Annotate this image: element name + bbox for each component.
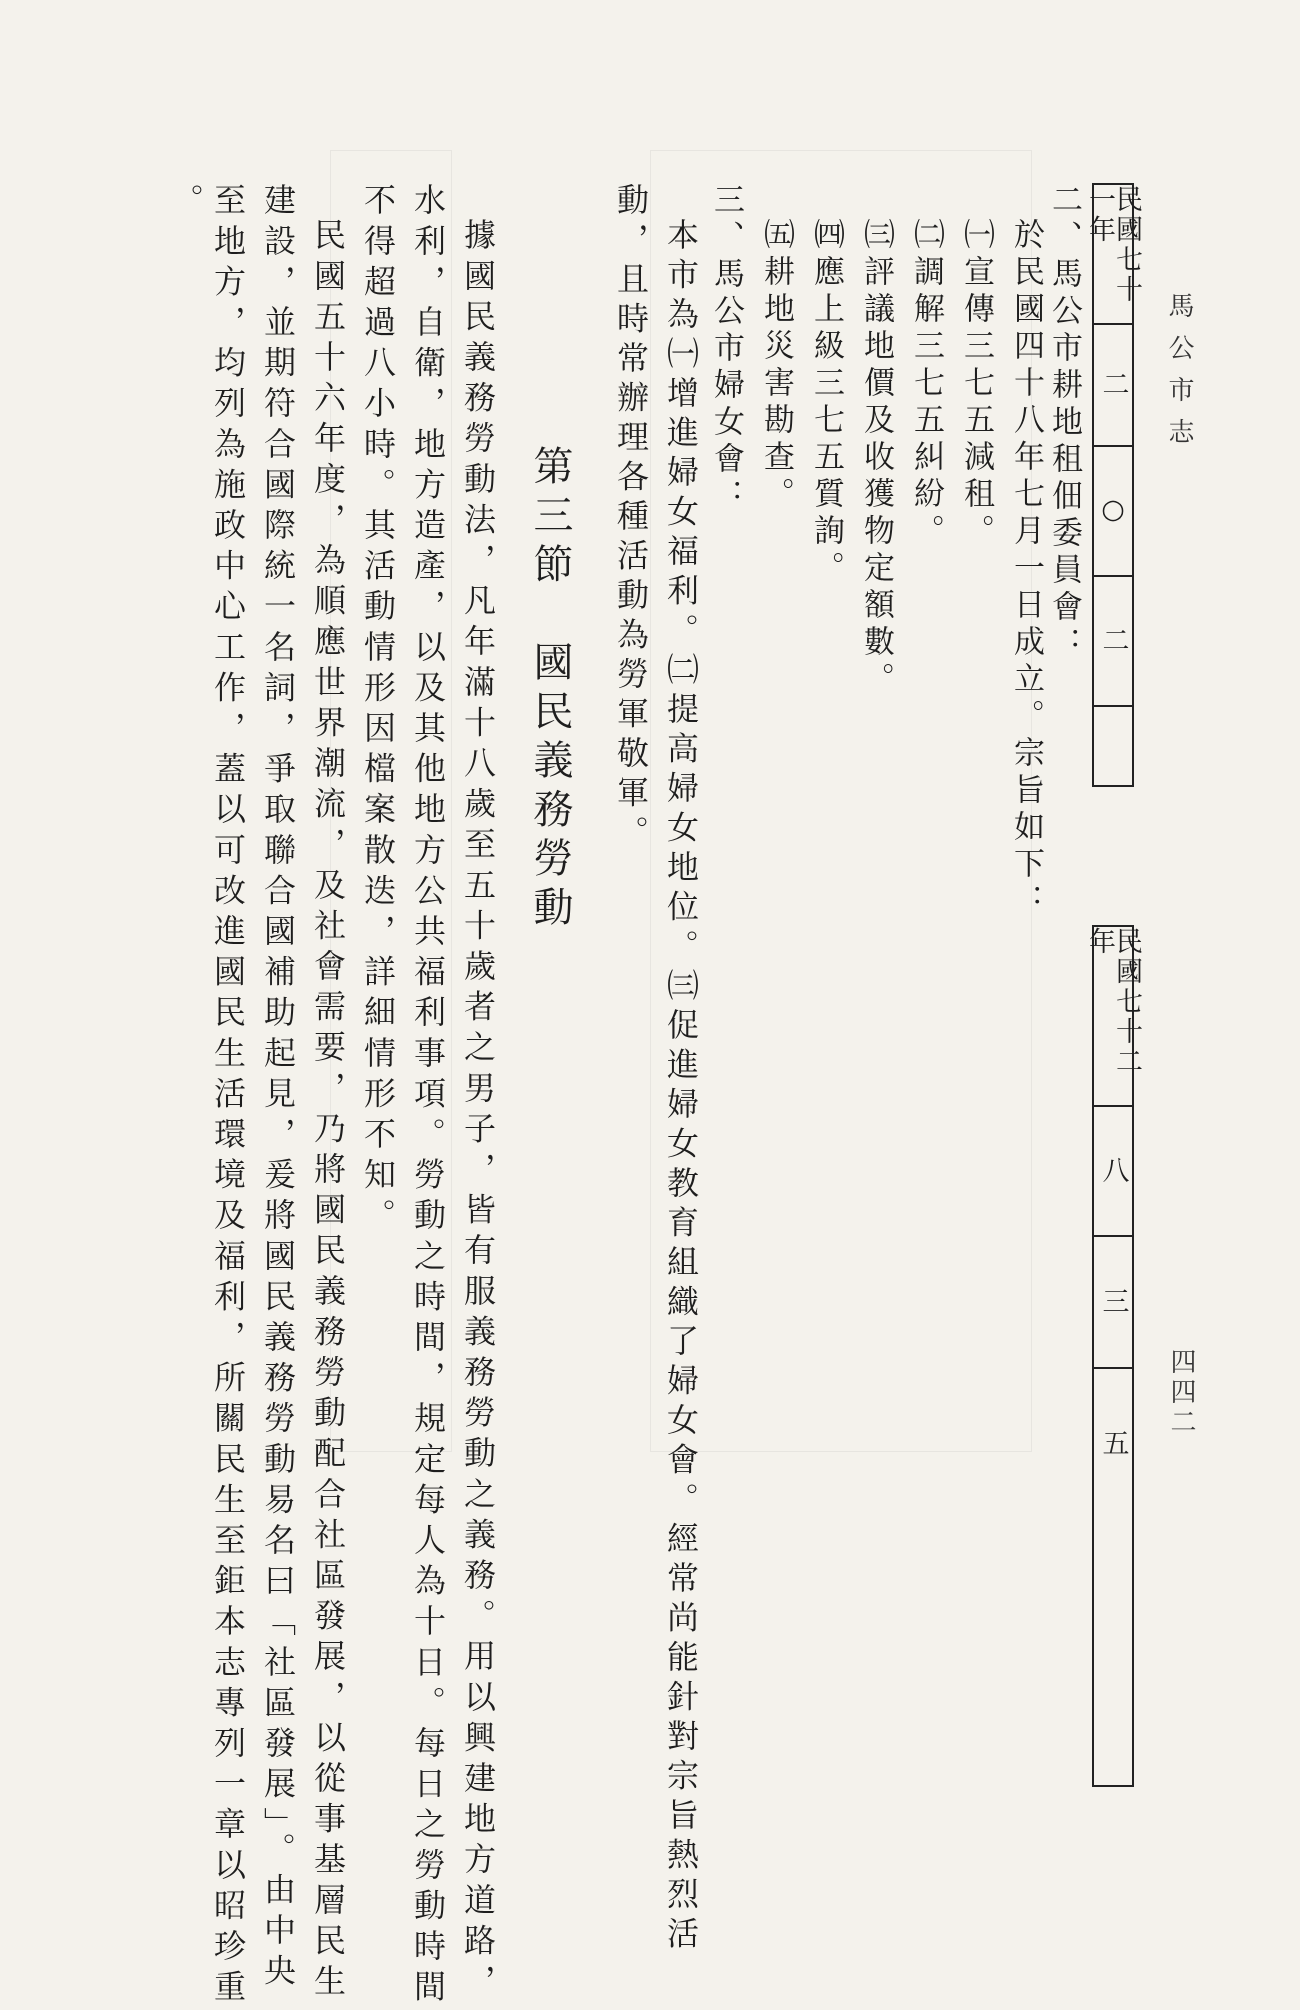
committee-item: ㈤耕地災害勘查。 xyxy=(758,218,794,514)
womens-association-line: 動，且時常辦理各種活動為勞軍敬軍。 xyxy=(612,183,650,855)
table-cell xyxy=(1084,185,1142,325)
table-cell xyxy=(1084,927,1142,1107)
body-line: 至地方，均列為施政中心工作，蓋以可改進國民生活環境及福利，所關民生至鉅本志專列一章以昭珍重 xyxy=(209,183,247,2010)
body-line: 水利，自衛，地方造產，以及其他地方公共福利事項。勞動之時間，規定每人為十日。每日之勞動時間 xyxy=(409,183,447,2010)
table-cell xyxy=(1094,1369,1132,1519)
section-title: 第三節 國民義務勞動 xyxy=(527,445,573,935)
table-cell-text: 八 xyxy=(1097,1156,1129,1186)
page-number: 四四二 xyxy=(1166,1348,1196,1438)
table-cell xyxy=(1094,1237,1132,1369)
committee-item: ㈡調解三七五糾紛。 xyxy=(908,218,944,551)
committee-intro: 於民國四十八年七月一日成立。宗旨如下： xyxy=(1008,218,1044,921)
body-line: 民國五十六年度，為順應世界潮流，及社會需要，乃將國民義務勞動配合社區發展，以從事基層民生 xyxy=(309,218,347,2005)
womens-association-heading: 三、馬公市婦女會： xyxy=(708,183,744,516)
committee-item: ㈠宣傳三七五減租。 xyxy=(958,218,994,551)
committee-heading: 二、馬公市耕地租佃委員會： xyxy=(1046,183,1082,664)
table-cell-text: 五 xyxy=(1097,1429,1129,1459)
table-cell-text: 三 xyxy=(1097,1287,1129,1317)
table-cell xyxy=(1094,447,1132,577)
table-cell-text: 民國七十二年 xyxy=(1084,927,1142,1077)
table-cell-text: 二 xyxy=(1097,626,1129,656)
body-line: 據國民義務勞動法，凡年滿十八歲至五十歲者之男子，皆有服義務勞動之義務。用以興建地方道路， xyxy=(459,218,497,2005)
year-table-strip-lower xyxy=(1084,925,1142,1787)
table-cell-text: ○ xyxy=(1097,494,1129,528)
body-line: 不得超過八小時。其活動情形因檔案散迭，詳細情形不知。 xyxy=(359,183,397,1239)
table-cell-text: 民國七十一年 xyxy=(1084,185,1142,305)
womens-association-line: 本市為㈠增進婦女福利。㈡提高婦女地位。㈢促進婦女教育組織了婦女會。經常尚能針對宗旨熱烈活 xyxy=(662,218,700,1956)
table-cell xyxy=(1094,1107,1132,1237)
committee-item: ㈢評議地價及收獲物定額數。 xyxy=(858,218,894,699)
body-line: 。 xyxy=(167,183,205,224)
table-cell xyxy=(1094,577,1132,707)
body-line: 建設，並期符合國際統一名詞，爭取聯合國補助起見，爰將國民義務勞動易名曰「社區發展」。由中央 xyxy=(259,183,297,1994)
year-table-strip xyxy=(1084,183,1142,787)
book-title: 馬公市志 xyxy=(1164,292,1194,460)
table-cell xyxy=(1094,325,1132,447)
table-cell xyxy=(1094,707,1132,783)
committee-item: ㈣應上級三七五質詢。 xyxy=(808,218,844,588)
table-cell-text: 二 xyxy=(1097,370,1129,400)
